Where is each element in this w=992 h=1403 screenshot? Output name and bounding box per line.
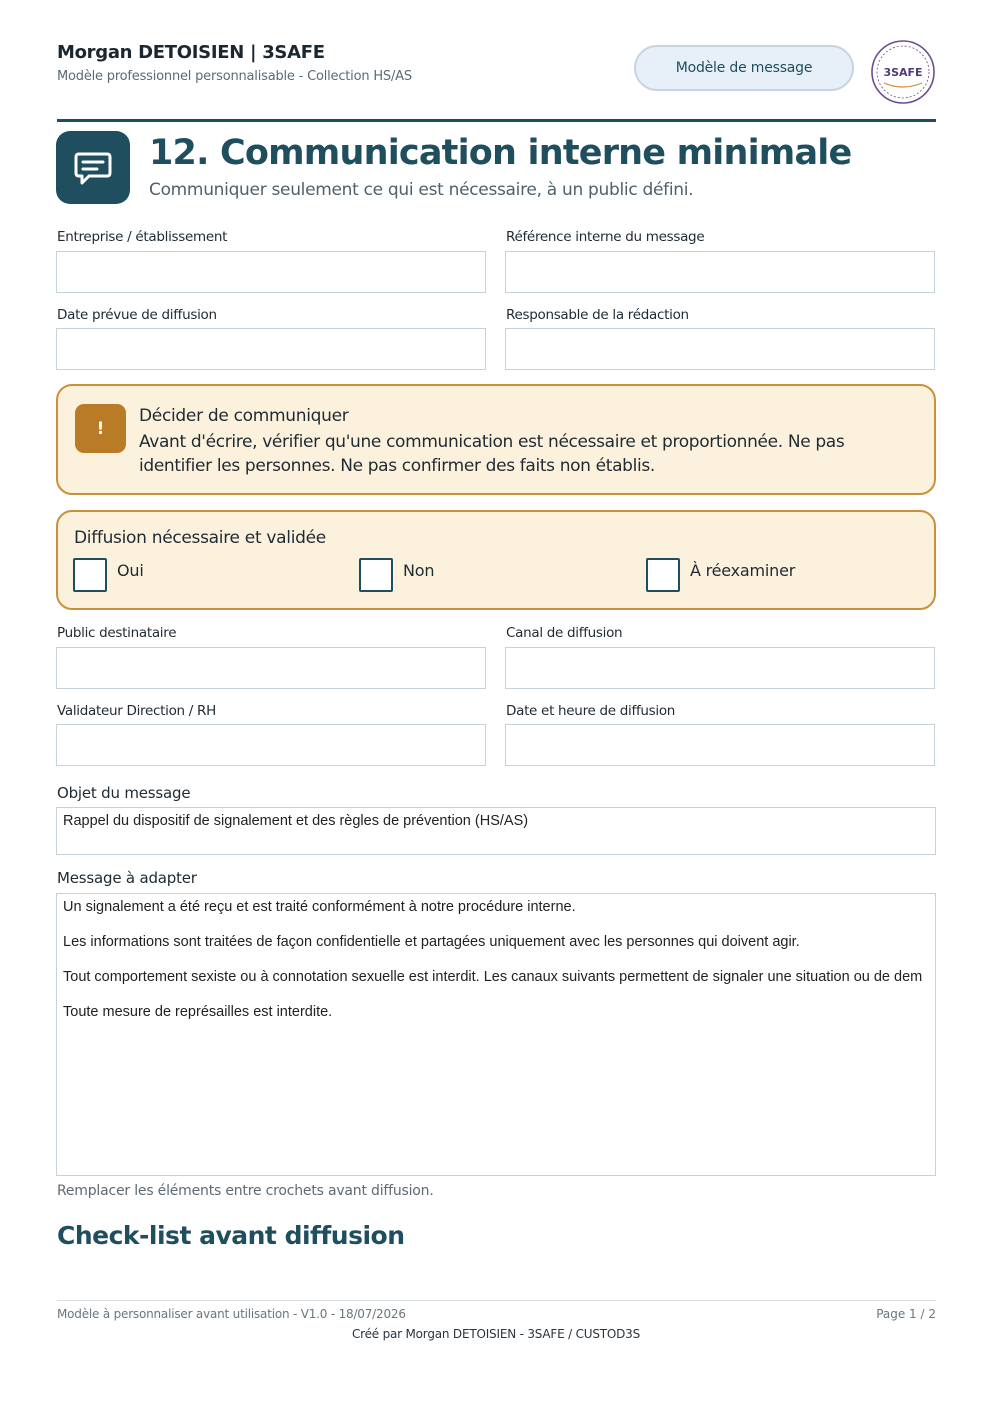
warning-icon: ! [75,404,126,453]
planned-date-field[interactable] [56,328,486,370]
checkbox-oui-label: Oui [117,561,144,580]
svg-text:3SAFE: 3SAFE [883,66,923,79]
channel-label: Canal de diffusion [506,625,623,641]
checklist-heading: Check-list avant diffusion [57,1221,405,1250]
footer-credit: Créé par Morgan DETOISIEN - 3SAFE / CUSTOD3S [351,1327,641,1341]
checkbox-reexaminer[interactable] [646,558,680,592]
page-title: 12. Communication interne minimale [149,133,852,173]
diffusion-datetime-field[interactable] [505,724,935,766]
planned-date-label: Date prévue de diffusion [57,307,217,323]
validation-title: Diffusion nécessaire et validée [74,528,326,548]
footer-version: Modèle à personnaliser avant utilisation - V1.0 - 18/07/2026 [57,1307,406,1321]
page-number: Page 1 / 2 [876,1307,936,1321]
audience-field[interactable] [56,647,486,689]
alert-title: Décider de communiquer [139,406,349,426]
object-field[interactable]: Rappel du dispositif de signalement et des règles de prévention (HS/AS) [56,807,936,855]
template-type-badge: Modèle de message [634,45,854,91]
channel-field[interactable] [505,647,935,689]
header-divider [57,119,936,122]
checkbox-oui[interactable] [73,558,107,592]
page-subtitle: Communiquer seulement ce qui est nécessaire, à un public défini. [149,180,694,200]
alert-text: Avant d'écrire, vérifier qu'une communication est nécessaire et proportionnée. Ne pas identifier les personnes. Ne pas confirmer des faits non établis. [139,432,845,476]
message-line: Tout comportement sexiste ou à connotation sexuelle est interdit. Les canaux suivants permettent de signaler une situation ou de dem [63,969,923,985]
checkbox-reexaminer-label: À réexaminer [690,561,796,580]
message-line: Un signalement a été reçu et est traité conformément à notre procédure interne. [63,899,576,915]
header-subtitle: Modèle professionnel personnalisable - Collection HS/AS [57,69,412,84]
message-textarea[interactable] [56,893,936,1176]
audience-label: Public destinataire [57,625,177,641]
validator-field[interactable] [56,724,486,766]
message-reference-field[interactable] [505,251,935,293]
author-responsible-field[interactable] [505,328,935,370]
chat-bubble-icon [56,131,130,204]
validation-panel [56,510,936,610]
footer-divider [57,1300,936,1301]
message-note: Remplacer les éléments entre crochets avant diffusion. [57,1183,434,1199]
diffusion-datetime-label: Date et heure de diffusion [506,703,676,719]
company-field[interactable] [56,251,486,293]
message-line: Les informations sont traitées de façon confidentielle et partagées uniquement avec les personnes qui doivent agir. [63,934,800,950]
message-label: Message à adapter [57,869,197,887]
author-responsible-label: Responsable de la rédaction [506,307,689,323]
checkbox-non-label: Non [403,561,435,580]
validator-label: Validateur Direction / RH [57,703,216,719]
header-author: Morgan DETOISIEN | 3SAFE [57,42,325,63]
message-reference-label: Référence interne du message [506,229,705,245]
checkbox-non[interactable] [359,558,393,592]
message-line: Toute mesure de représailles est interdite. [63,1004,333,1020]
company-logo [870,39,936,105]
company-label: Entreprise / établissement [57,229,228,245]
object-label: Objet du message [57,784,191,802]
